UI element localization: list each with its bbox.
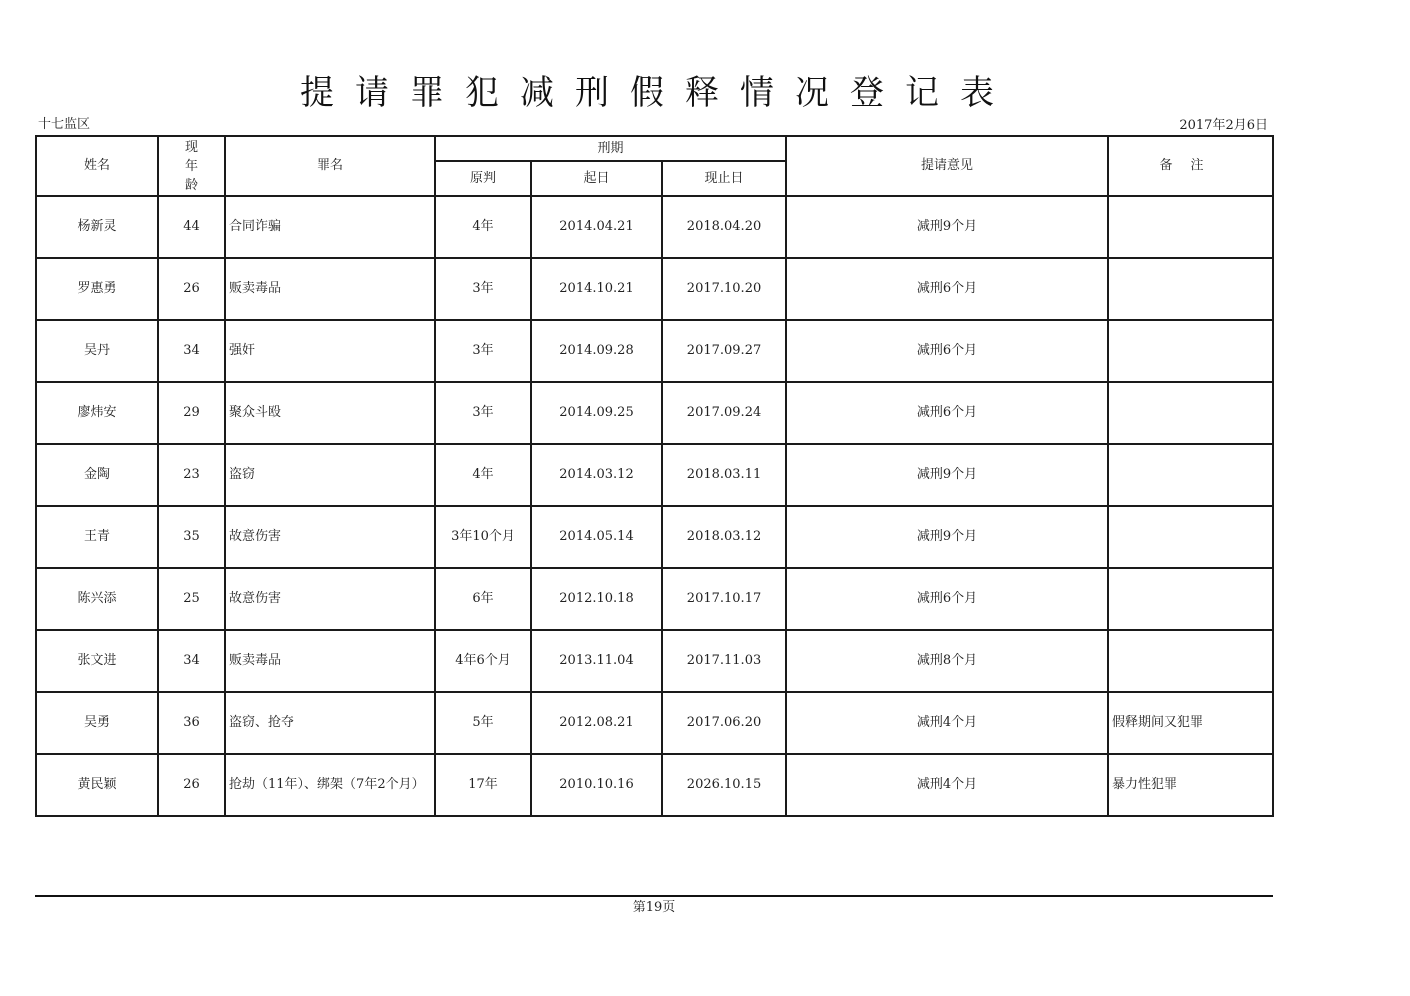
- cell-start-date: 2014.05.14: [531, 506, 662, 568]
- cell-proposal: 减刑6个月: [786, 382, 1108, 444]
- cell-crime: 故意伤害: [225, 568, 435, 630]
- cell-proposal: 减刑9个月: [786, 506, 1108, 568]
- cell-original-sentence: 3年: [435, 258, 531, 320]
- cell-age: 35: [158, 506, 225, 568]
- cell-start-date: 2013.11.04: [531, 630, 662, 692]
- cell-original-sentence: 4年: [435, 444, 531, 506]
- cell-start-date: 2012.10.18: [531, 568, 662, 630]
- cell-crime: 盗窃: [225, 444, 435, 506]
- header-end-date: 现止日: [662, 161, 786, 196]
- cell-remarks: [1108, 382, 1273, 444]
- cell-crime: 强奸: [225, 320, 435, 382]
- cell-start-date: 2014.04.21: [531, 196, 662, 258]
- cell-age: 23: [158, 444, 225, 506]
- cell-name: 张文进: [36, 630, 158, 692]
- cell-end-date: 2018.04.20: [662, 196, 786, 258]
- cell-original-sentence: 3年: [435, 382, 531, 444]
- cell-name: 吴勇: [36, 692, 158, 754]
- cell-age: 34: [158, 320, 225, 382]
- cell-name: 王青: [36, 506, 158, 568]
- cell-age: 26: [158, 754, 225, 816]
- table-body: [36, 196, 1273, 816]
- cell-crime: 盗窃、抢夺: [225, 692, 435, 754]
- cell-original-sentence: 4年: [435, 196, 531, 258]
- page-number: 第19页: [632, 900, 676, 915]
- cell-remarks: [1108, 258, 1273, 320]
- cell-proposal: 减刑6个月: [786, 568, 1108, 630]
- table-row: [36, 320, 1273, 382]
- cell-end-date: 2017.11.03: [662, 630, 786, 692]
- cell-end-date: 2017.10.17: [662, 568, 786, 630]
- cell-original-sentence: 4年6个月: [435, 630, 531, 692]
- cell-start-date: 2014.10.21: [531, 258, 662, 320]
- table-row: [36, 444, 1273, 506]
- cell-crime: 贩卖毒品: [225, 630, 435, 692]
- cell-remarks: 暴力性犯罪: [1108, 754, 1273, 816]
- header-age: [158, 136, 225, 196]
- cell-remarks: [1108, 568, 1273, 630]
- document-title: 提请罪犯减刑假释情况登记表: [300, 73, 1015, 113]
- cell-start-date: 2014.09.25: [531, 382, 662, 444]
- cell-name: 吴丹: [36, 320, 158, 382]
- cell-proposal: 减刑4个月: [786, 692, 1108, 754]
- cell-remarks: [1108, 196, 1273, 258]
- table-row: [36, 506, 1273, 568]
- cell-original-sentence: 6年: [435, 568, 531, 630]
- cell-age: 29: [158, 382, 225, 444]
- document-date: 2017年2月6日: [1179, 118, 1268, 133]
- table-row: [36, 382, 1273, 444]
- cell-crime: 合同诈骗: [225, 196, 435, 258]
- cell-remarks: [1108, 320, 1273, 382]
- cell-start-date: 2012.08.21: [531, 692, 662, 754]
- header-crime: 罪名: [225, 136, 435, 196]
- table-row: [36, 630, 1273, 692]
- prison-unit: 十七监区: [38, 117, 91, 132]
- cell-remarks: [1108, 506, 1273, 568]
- cell-crime: 贩卖毒品: [225, 258, 435, 320]
- cell-start-date: 2014.03.12: [531, 444, 662, 506]
- cell-name: 杨新灵: [36, 196, 158, 258]
- cell-start-date: 2010.10.16: [531, 754, 662, 816]
- cell-name: 陈兴添: [36, 568, 158, 630]
- header-start-date: 起日: [531, 161, 662, 196]
- table-row: [36, 568, 1273, 630]
- cell-name: 黄民颖: [36, 754, 158, 816]
- cell-original-sentence: 5年: [435, 692, 531, 754]
- cell-age: 26: [158, 258, 225, 320]
- cell-end-date: 2026.10.15: [662, 754, 786, 816]
- header-sentence-group: 刑期: [435, 136, 786, 161]
- cell-proposal: 减刑9个月: [786, 444, 1108, 506]
- cell-start-date: 2014.09.28: [531, 320, 662, 382]
- cell-crime: 故意伤害: [225, 506, 435, 568]
- header-remarks: 备注: [1108, 136, 1273, 196]
- cell-proposal: 减刑6个月: [786, 320, 1108, 382]
- cell-crime: 聚众斗殴: [225, 382, 435, 444]
- cell-remarks: 假释期间又犯罪: [1108, 692, 1273, 754]
- cell-end-date: 2017.06.20: [662, 692, 786, 754]
- cell-proposal: 减刑8个月: [786, 630, 1108, 692]
- header-name: 姓名: [36, 136, 158, 196]
- footer-rule: [35, 895, 1273, 897]
- header-proposal: 提请意见: [786, 136, 1108, 196]
- cell-name: 罗惠勇: [36, 258, 158, 320]
- cell-age: 36: [158, 692, 225, 754]
- registration-table: [35, 135, 1274, 817]
- cell-proposal: 减刑9个月: [786, 196, 1108, 258]
- cell-end-date: 2017.10.20: [662, 258, 786, 320]
- cell-age: 25: [158, 568, 225, 630]
- table-row: [36, 754, 1273, 816]
- table-row: [36, 196, 1273, 258]
- table-row: [36, 258, 1273, 320]
- cell-name: 廖炜安: [36, 382, 158, 444]
- cell-end-date: 2017.09.27: [662, 320, 786, 382]
- cell-original-sentence: 3年10个月: [435, 506, 531, 568]
- cell-crime: 抢劫（11年）、绑架（7年2个月）: [225, 754, 435, 816]
- cell-end-date: 2018.03.12: [662, 506, 786, 568]
- cell-original-sentence: 17年: [435, 754, 531, 816]
- table-row: [36, 692, 1273, 754]
- cell-proposal: 减刑4个月: [786, 754, 1108, 816]
- cell-remarks: [1108, 444, 1273, 506]
- cell-remarks: [1108, 630, 1273, 692]
- cell-name: 金陶: [36, 444, 158, 506]
- cell-age: 34: [158, 630, 225, 692]
- cell-proposal: 减刑6个月: [786, 258, 1108, 320]
- header-original-sentence: 原判: [435, 161, 531, 196]
- header-age-text: 现年龄: [184, 139, 198, 193]
- cell-age: 44: [158, 196, 225, 258]
- cell-end-date: 2017.09.24: [662, 382, 786, 444]
- cell-original-sentence: 3年: [435, 320, 531, 382]
- cell-end-date: 2018.03.11: [662, 444, 786, 506]
